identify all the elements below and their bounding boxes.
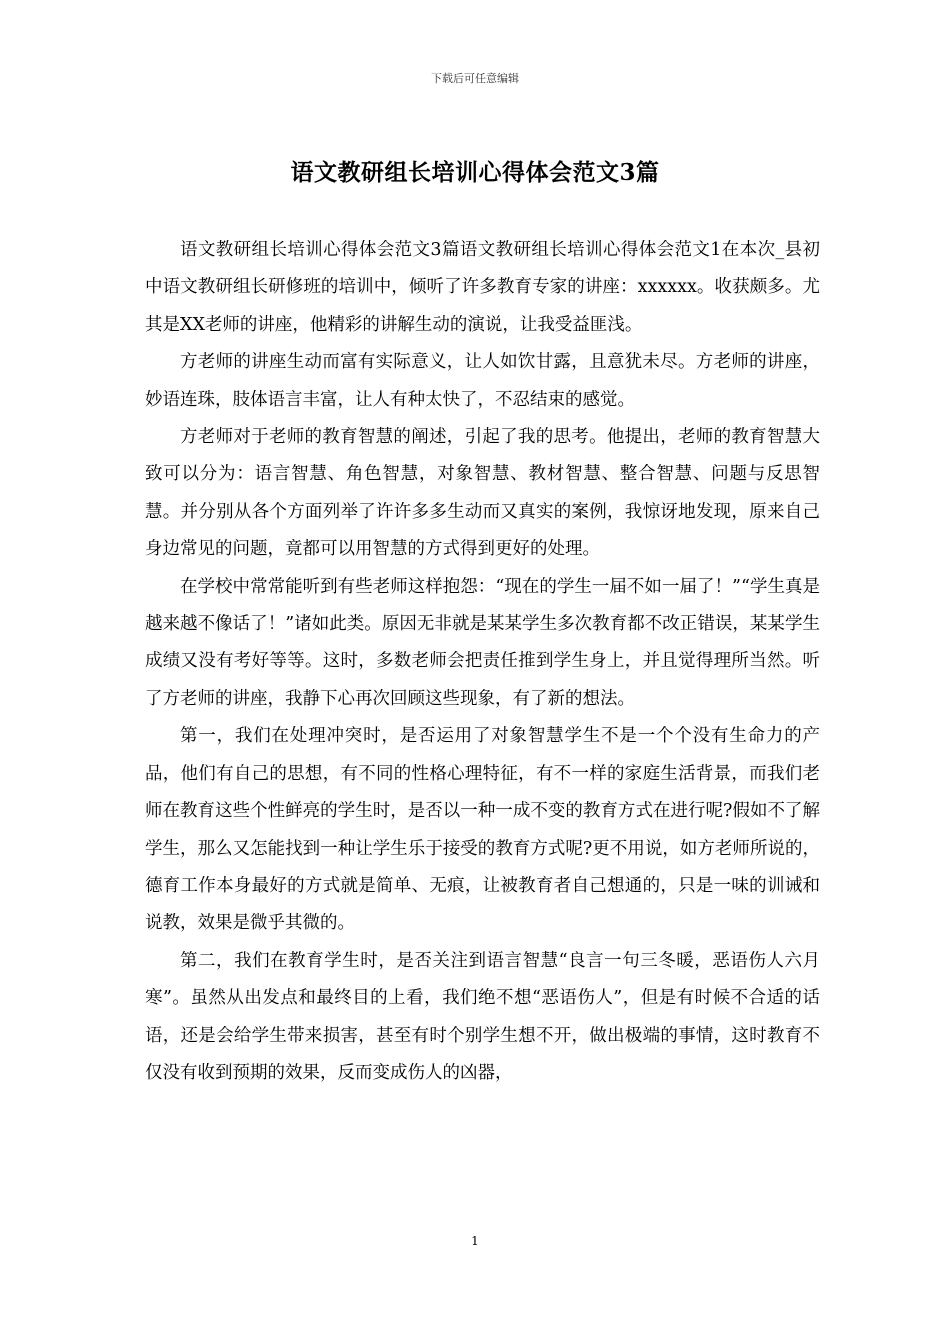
paragraph-4: 在学校中常常能听到有些老师这样抱怨：“现在的学生一届不如一届了！”“学生真是越来越不像话了！”诸如此类。原因无非就是某某学生多次教育都不改正错误，某某学生成绩又没有考好等等。这时，多数老师会把责任推到学生身上，并且觉得理所当然。听了方老师的讲座，我静下心再次回顾这些现象，有了新的想法。	[145, 576, 820, 709]
paragraph-5: 第一，我们在处理冲突时，是否运用了对象智慧学生不是一个个没有生命力的产品，他们有自己的思想，有不同的性格心理特征，有不一样的家庭生活背景，而我们老师在教育这些个性鲜亮的学生时，是否以一种一成不变的教育方式在进行呢?假如不了解学生，那么又怎能找到一种让学生乐于接受的教育方式呢?更不用说，如方老师所说的，德育工作本身最好的方式就是简单、无痕，让被教育者自己想通的，只是一味的训诫和说教，效果是微乎其微的。	[145, 726, 820, 934]
paragraph-2: 方老师的讲座生动而富有实际意义，让人如饮甘露，且意犹未尽。方老师的讲座，妙语连珠，肢体语言丰富，让人有种太快了，不忍结束的感觉。	[145, 352, 820, 410]
document-title: 语文教研组长培训心得体会范文3篇	[290, 159, 660, 186]
page-header-note: 下载后可任意编辑	[431, 72, 519, 85]
document-body	[145, 232, 820, 1092]
paragraph-3: 方老师对于老师的教育智慧的阐述，引起了我的思考。他提出，老师的教育智慧大致可以分为：语言智慧、角色智慧，对象智慧、教材智慧、整合智慧、问题与反思智慧。并分别从各个方面列举了许许多多生动而又真实的案例，我惊讶地发现，原来自己身边常见的问题，竟都可以用智慧的方式得到更好的处理。	[145, 427, 820, 560]
paragraph-6: 第二，我们在教育学生时，是否关注到语言智慧“良言一句三冬暖，恶语伤人六月寒”。虽然从出发点和最终目的上看，我们绝不想“恶语伤人”，但是有时候不合适的话语，还是会给学生带来损害，甚至有时个别学生想不开，做出极端的事情，这时教育不仅没有收到预期的效果，反而变成伤人的凶器，	[145, 950, 820, 1083]
page-number: 1	[471, 1234, 479, 1248]
paragraph-1: 语文教研组长培训心得体会范文3篇语文教研组长培训心得体会范文1在本次_县初中语文教研组长研修班的培训中，倾听了许多教育专家的讲座：xxxxxx。收获颇多。尤其是XX老师的讲座，他精彩的讲解生动的演说，让我受益匪浅。	[145, 240, 820, 335]
